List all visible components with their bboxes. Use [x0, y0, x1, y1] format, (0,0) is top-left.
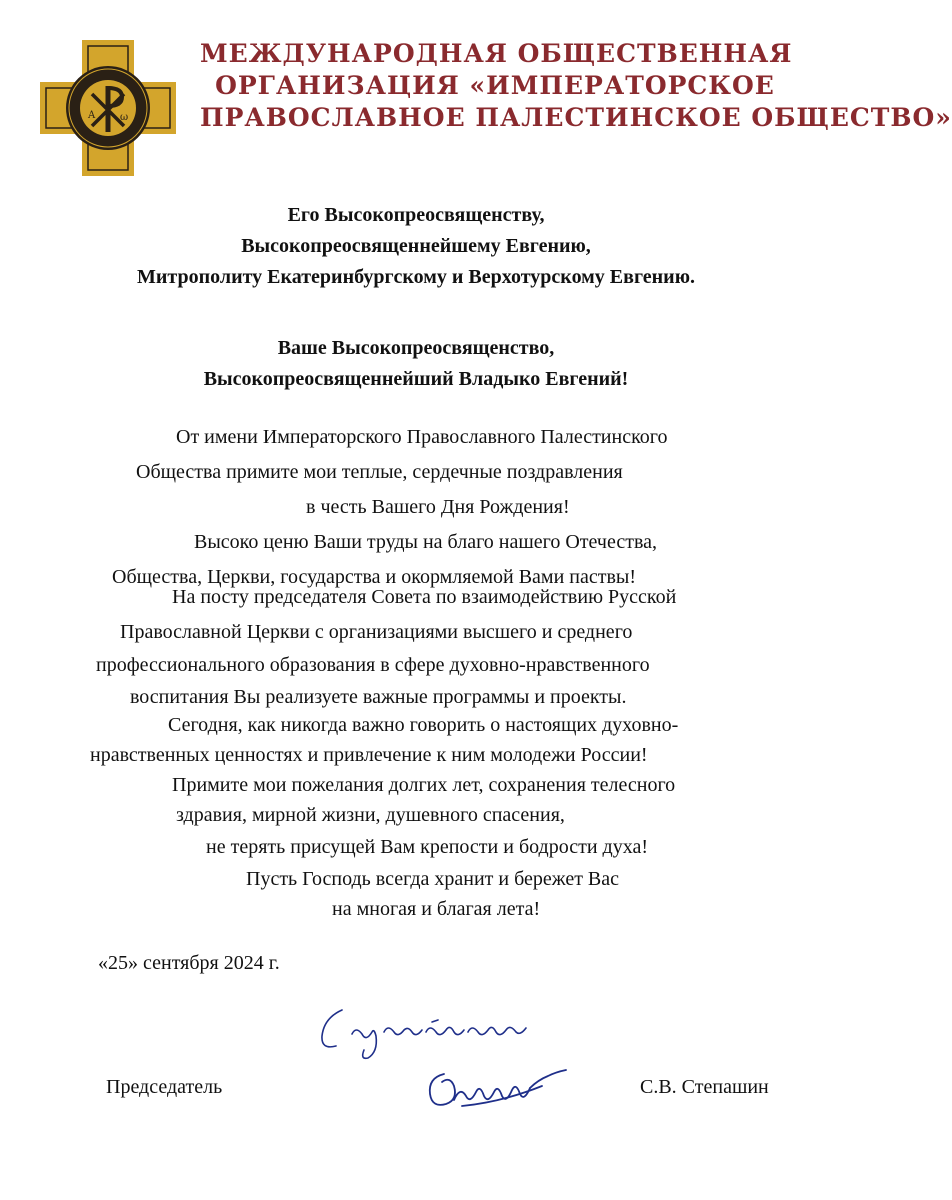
body-line: Высоко ценю Ваши труды на благо нашего Отечества, [194, 531, 658, 553]
body-line: на многая и благая лета! [332, 898, 541, 920]
org-title-line: МЕЖДУНАРОДНАЯ ОБЩЕСТВЕННАЯ [200, 39, 793, 68]
chairman-label: Председатель [106, 1076, 223, 1098]
salutation-line: Высокопреосвященнейший Владыко Евгений! [203, 368, 629, 390]
org-title-line: ОРГАНИЗАЦИЯ «ИМПЕРАТОРСКОЕ [215, 71, 775, 100]
signature-icon [422, 1056, 572, 1118]
org-title-line: ПРАВОСЛАВНОЕ ПАЛЕСТИНСКОЕ ОБЩЕСТВО» [200, 103, 952, 132]
handwritten-regards [312, 1002, 542, 1064]
body-line: Православной Церкви с организациями высшего и среднего [120, 621, 633, 643]
salutation-line: Ваше Высокопреосвященство, [277, 337, 555, 359]
body-line: От имени Императорского Православного Палестинского [176, 426, 668, 448]
signer-name: С.В. Степашин [640, 1076, 769, 1098]
body-line: нравственных ценностях и привлечение к ним молодежи России! [90, 744, 648, 766]
body-line: На посту председателя Совета по взаимодействию Русской [172, 586, 677, 608]
chairman-signature [422, 1056, 572, 1118]
body-line: профессионального образования в сфере духовно-нравственного [96, 654, 650, 676]
letter-date: «25» сентября 2024 г. [98, 952, 280, 974]
addressee-line: Его Высокопреосвященству, [287, 204, 545, 226]
body-line: Общества примите мои теплые, сердечные поздравления [136, 461, 623, 483]
body-line: Общества, Церкви, государства и окормляемой Вами паствы! [112, 566, 637, 588]
organization-title [200, 38, 952, 134]
handwritten-regards-script-icon [312, 1002, 542, 1064]
body-line: воспитания Вы реализуете важные программы и проекты. [130, 686, 627, 708]
body-line: Сегодня, как никогда важно говорить о настоящих духовно- [168, 714, 679, 736]
salutation-block [0, 333, 832, 395]
body-line: не терять присущей Вам крепости и бодрости духа! [206, 836, 648, 858]
svg-text:A: A [88, 110, 96, 121]
body-line: здравия, мирной жизни, душевного спасения, [176, 804, 565, 826]
addressee-block [0, 200, 832, 293]
addressee-line: Митрополиту Екатеринбургскому и Верхотурскому Евгению. [137, 266, 695, 288]
body-line: в честь Вашего Дня Рождения! [306, 496, 570, 518]
body-line: Примите мои пожелания долгих лет, сохранения телесного [172, 774, 676, 796]
addressee-line: Высокопреосвященнейшему Евгению, [241, 235, 591, 257]
body-line: Пусть Господь всегда хранит и бережет Вас [246, 868, 620, 890]
svg-text:ω: ω [120, 112, 129, 123]
society-logo [40, 40, 176, 176]
chi-rho-cross-emblem-icon [40, 40, 176, 176]
